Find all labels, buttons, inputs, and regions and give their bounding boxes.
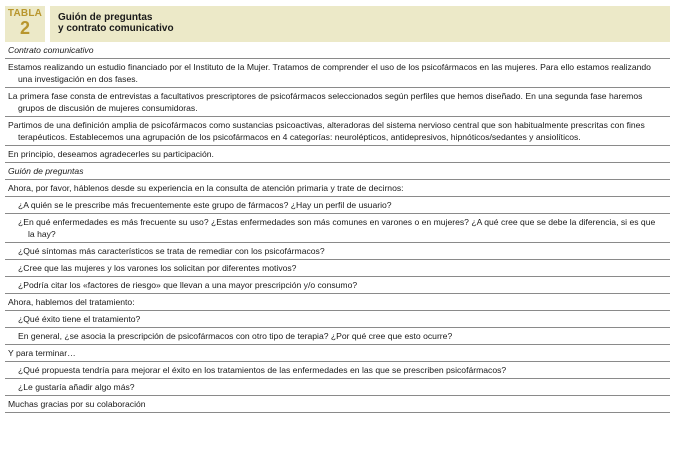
table-row: ¿Qué propuesta tendría para mejorar el éxito en los tratamientos de las enfermedades en las que se prescriben psicofármacos? (5, 362, 670, 379)
section-heading-contrato: Contrato comunicativo (5, 42, 670, 59)
table-row (5, 88, 670, 117)
table-number: 2 (19, 18, 30, 38)
table-2 (5, 6, 670, 413)
table-title (45, 6, 670, 42)
row-text: Partimos de una definición amplia de psicofármacos como sustancias psicoactivas, alteradoras del sistema nervioso central que son habitualmente prescritas con fines terapéuticos. Establecemos una agrupación de los psicofármacos en 4 categorías: neurolépticos, antidepresivos, hipnóticos/sedantes y ansiolíticos. (8, 120, 645, 142)
table-row: ¿Qué éxito tiene el tratamiento? (5, 311, 670, 328)
row-text: Estamos realizando un estudio financiado por el Instituto de la Mujer. Tratamos de comprender el uso de los psicofármacos en las mujeres. Para ello estamos realizando una investigación en dos fases. (8, 62, 651, 84)
row-text: La primera fase consta de entrevistas a facultativos prescriptores de psicofármacos seleccionados según perfiles que hemos diseñado. En una segunda fase haremos grupos de discusión de mujeres consumidoras. (8, 91, 643, 113)
table-row: Ahora, por favor, háblenos desde su experiencia en la consulta de atención primaria y trate de decirnos: (5, 180, 670, 197)
table-header (5, 6, 670, 42)
table-row: ¿Le gustaría añadir algo más? (5, 379, 670, 396)
table-title-line-2: y contrato comunicativo (58, 23, 174, 34)
section-heading-guion: Guión de preguntas (5, 163, 670, 180)
table-label (5, 6, 45, 42)
table-row: ¿A quién se le prescribe más frecuentemente este grupo de fármacos? ¿Hay un perfil de usuario? (5, 197, 670, 214)
table-row: Ahora, hablemos del tratamiento: (5, 294, 670, 311)
table-title-line-1: Guión de preguntas (58, 12, 153, 23)
table-row: En general, ¿se asocia la prescripción de psicofármacos con otro tipo de terapia? ¿Por qué cree que esto ocurre? (5, 328, 670, 345)
table-row (5, 214, 670, 243)
table-row: ¿Qué síntomas más característicos se trata de remediar con los psicofármacos? (5, 243, 670, 260)
table-row: ¿Podría citar los «factores de riesgo» que llevan a una mayor prescripción y/o consumo? (5, 277, 670, 294)
table-row (5, 59, 670, 88)
table-label-word: TABLA (7, 8, 43, 19)
row-text: ¿En qué enfermedades es más frecuente su uso? ¿Estas enfermedades son más comunes en varones o en mujeres? ¿A qué cree que se debe la diferencia, si es que la hay? (18, 217, 656, 239)
table-row (5, 117, 670, 146)
table-row: ¿Cree que las mujeres y los varones los solicitan por diferentes motivos? (5, 260, 670, 277)
table-row: En principio, deseamos agradecerles su participación. (5, 146, 670, 163)
table-row: Muchas gracias por su colaboración (5, 396, 670, 413)
table-row: Y para terminar… (5, 345, 670, 362)
